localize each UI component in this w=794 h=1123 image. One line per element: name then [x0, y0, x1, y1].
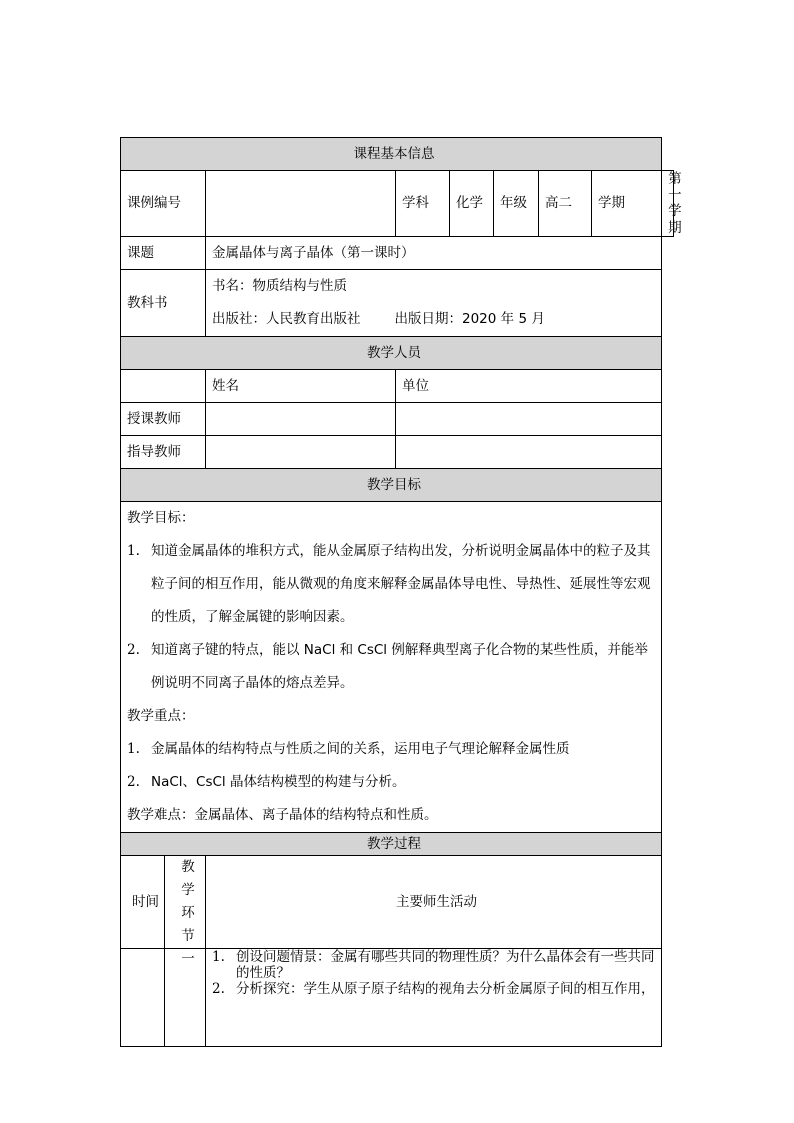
staff-name-advisor: [206, 435, 396, 468]
goal-num: 2.: [127, 641, 140, 658]
staff-role-advisor: 指导教师: [121, 435, 206, 468]
topic-label: 课题: [121, 236, 206, 269]
staff-unit-advisor: [396, 435, 662, 468]
difficulty-line: 教学难点：金属晶体、离子晶体的结构特点和性质。: [127, 806, 438, 823]
staff-name-header: 姓名: [206, 369, 396, 402]
staff-unit-teacher: [396, 402, 662, 435]
process-activity-cell: [206, 948, 662, 1046]
key-point-text: 金属晶体的结构特点与性质之间的关系，运用电子气理论解释金属性质: [151, 740, 570, 757]
section-course-info-header: 课程基本信息: [121, 138, 662, 171]
goal-text: 知道离子键的特点，能以 NaCl 和 CsCl 例解释典型离子化合物的某些性质，并能举例说明不同离子晶体的熔点差异。: [151, 641, 648, 691]
staff-unit-header: 单位: [396, 369, 662, 402]
pub-date: 出版日期：2020 年 5 月: [394, 310, 545, 327]
case-no-label: 课例编号: [121, 171, 206, 237]
process-activity-header: 主要师生活动: [206, 855, 662, 948]
key-points-heading: 教学重点：: [127, 707, 195, 724]
objectives-body: [121, 501, 662, 832]
process-time-header: 时间: [121, 855, 165, 948]
textbook-label: 教科书: [121, 269, 206, 336]
term-label: 学期: [592, 171, 662, 237]
process-stage-header-text: 教学环节: [181, 858, 195, 944]
goal-item: [127, 634, 661, 700]
section-process-header: 教学过程: [121, 832, 662, 855]
process-stage-cell: 一: [165, 948, 206, 1046]
staff-role-header: [121, 369, 206, 402]
activity-text: 创设问题情景：金属有哪些共同的物理性质？为什么晶体会有一些共同的性质？: [236, 948, 655, 981]
activity-num: 2.: [212, 981, 225, 998]
section-objectives-header: 教学目标: [121, 468, 662, 501]
book-name: 书名：物质结构与性质: [212, 277, 347, 294]
grade-value: 高二: [539, 171, 592, 237]
process-stage-header: [165, 855, 206, 948]
goal-text: 知道金属晶体的堆积方式，能从金属原子结构出发，分析说明金属晶体中的粒子及其粒子间的相互作用，能从微观的角度来解释金属晶体导电性、导热性、延展性等宏观的性质，了解金属键的影响因素。: [151, 542, 651, 625]
publisher: 出版社：人民教育出版社: [212, 310, 361, 327]
key-point-item: [127, 733, 661, 766]
textbook-info: [206, 269, 662, 336]
grade-label: 年级: [494, 171, 539, 237]
activity-text: 分析探究：学生从原子原子结构的视角去分析金属原子间的相互作用，: [236, 981, 655, 998]
staff-role-teacher: 授课教师: [121, 402, 206, 435]
topic-value: 金属晶体与离子晶体（第一课时）: [206, 236, 662, 269]
term-value: 第一学期: [662, 171, 674, 237]
activity-item: [212, 949, 661, 981]
activity-num: 1.: [212, 948, 225, 965]
key-point-num: 2.: [127, 773, 140, 790]
section-staff-header: 教学人员: [121, 336, 662, 369]
goal-num: 1.: [127, 542, 140, 559]
staff-name-teacher: [206, 402, 396, 435]
key-point-num: 1.: [127, 740, 140, 757]
goals-heading: 教学目标：: [127, 509, 195, 526]
subject-label: 学科: [396, 171, 450, 237]
key-point-text: NaCl、CsCl 晶体结构模型的构建与分析。: [151, 773, 406, 790]
activity-item: [212, 981, 661, 997]
subject-value: 化学: [450, 171, 494, 237]
process-time-cell: [121, 948, 165, 1046]
case-no-value: [206, 171, 396, 237]
book-publisher-line: [212, 303, 661, 336]
goal-item: [127, 535, 661, 634]
lesson-plan-table: [120, 137, 682, 1047]
key-point-item: [127, 766, 661, 799]
